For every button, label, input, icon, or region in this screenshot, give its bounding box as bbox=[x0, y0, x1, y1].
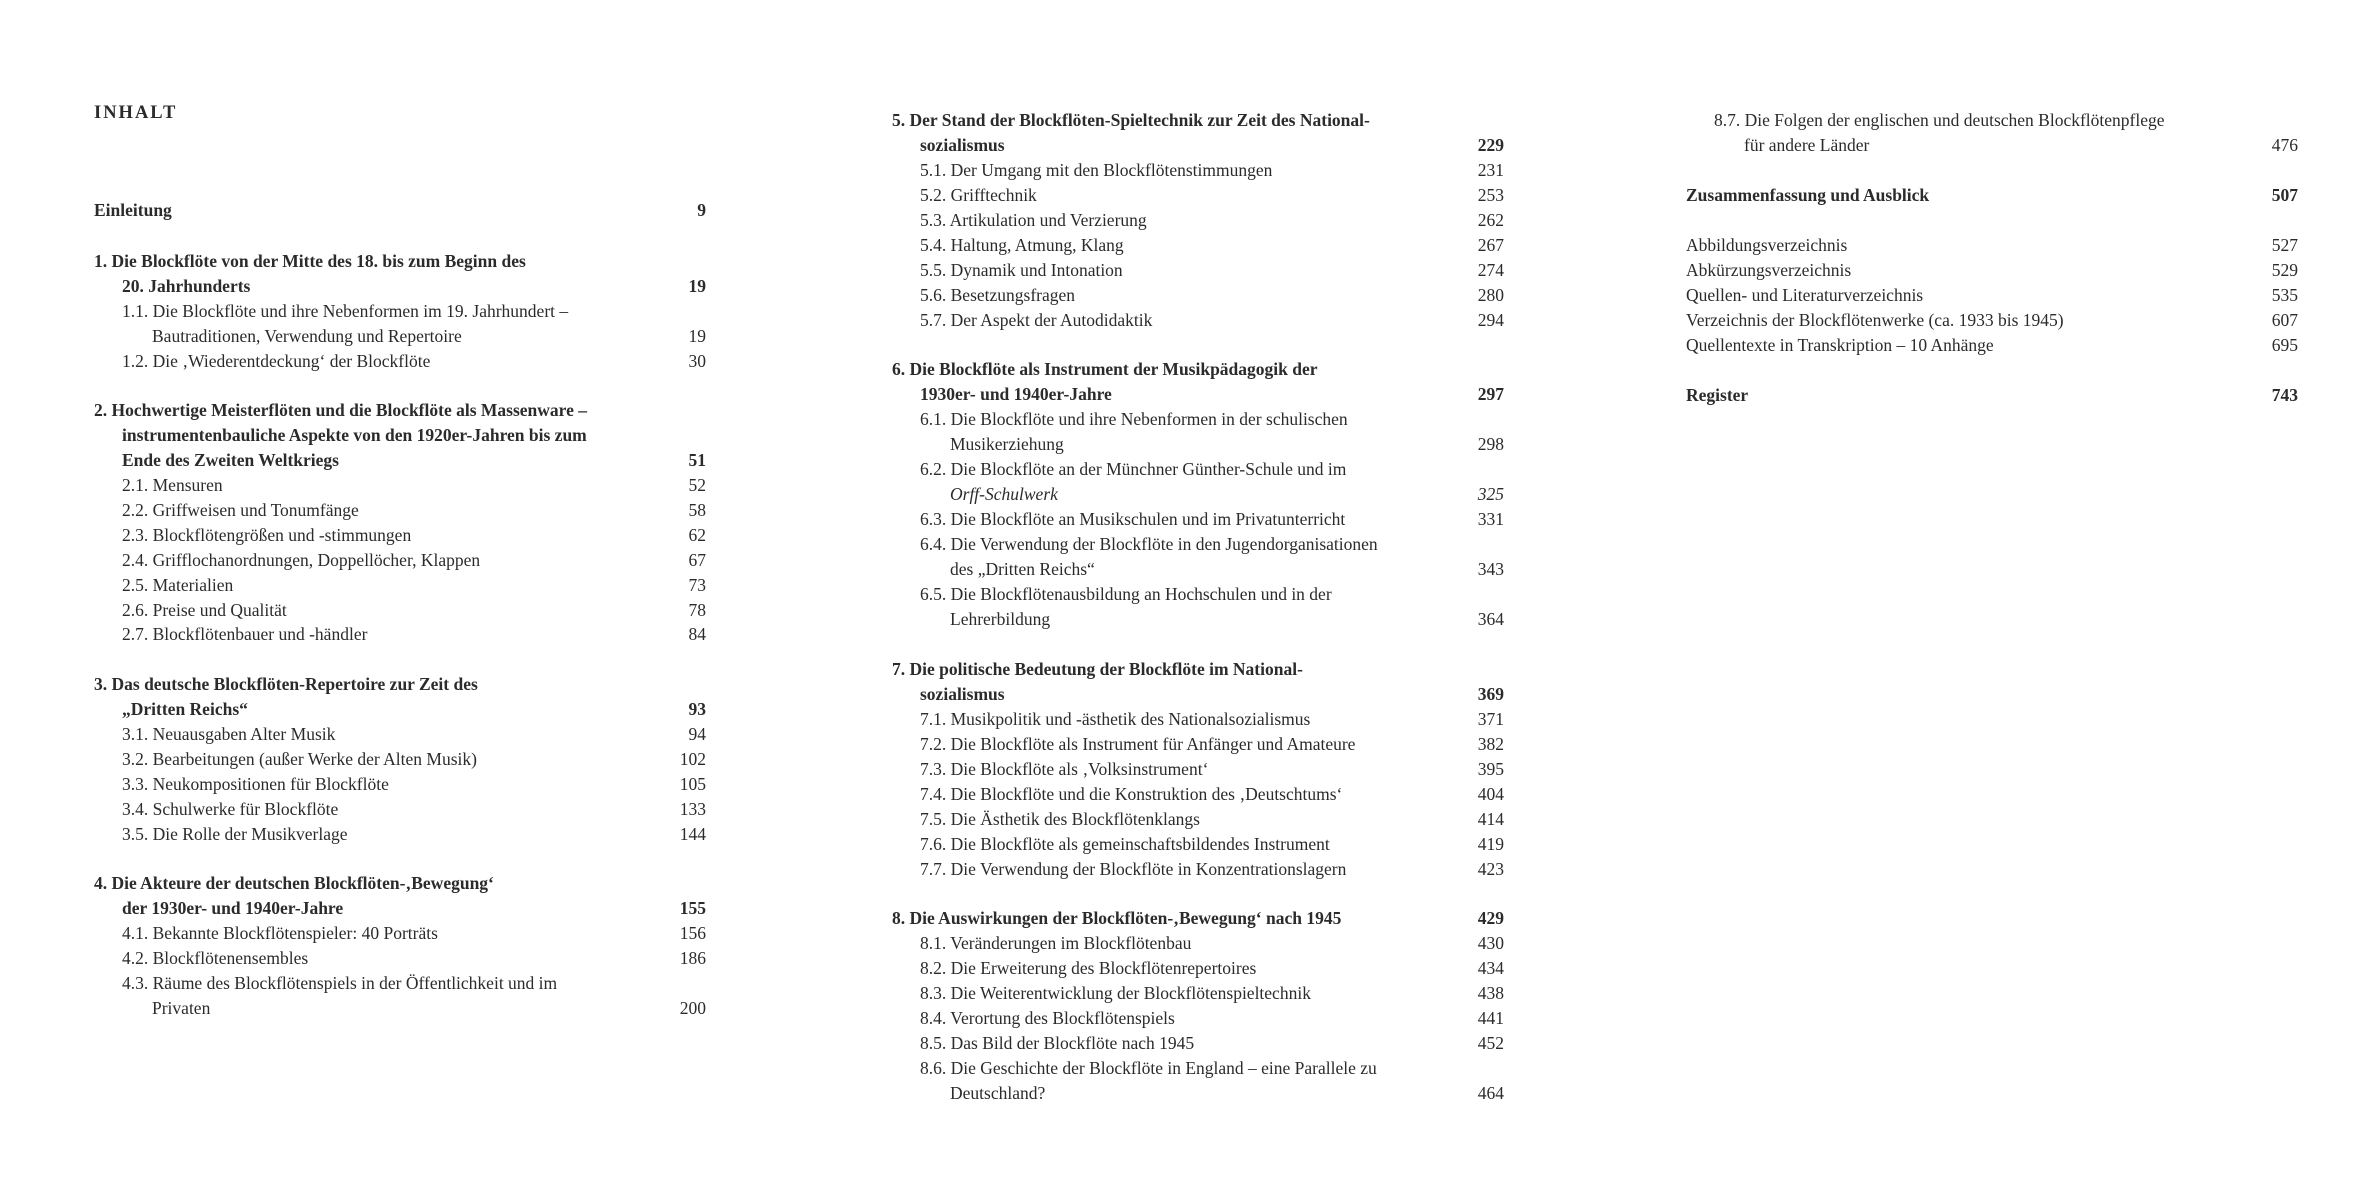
toc-entry-title: 8. Die Auswirkungen der Blockflöten-‚Bewegung‘ nach 1945 bbox=[892, 908, 1342, 928]
toc-entry-page: 452 bbox=[1477, 1033, 1504, 1053]
toc-entry-page: 94 bbox=[688, 724, 706, 744]
toc-entry-page: 464 bbox=[1477, 1083, 1504, 1103]
toc-entry bbox=[892, 158, 1504, 183]
toc-entry-title: 3. Das deutsche Blockflöten-Repertoire zur Zeit des bbox=[94, 674, 478, 694]
toc-entry-page: 429 bbox=[1477, 908, 1504, 928]
toc-entry-title: 7. Die politische Bedeutung der Blockflöte im National- bbox=[892, 659, 1303, 679]
toc-entry-page: 535 bbox=[2271, 285, 2298, 305]
toc-entry bbox=[892, 657, 1504, 682]
toc-entry-title: Quellen- und Literaturverzeichnis bbox=[1686, 285, 1924, 305]
toc-entry bbox=[1686, 133, 2298, 158]
toc-entry-title: Quellentexte in Transkription – 10 Anhänge bbox=[1686, 335, 1994, 355]
toc-entry bbox=[892, 357, 1504, 382]
toc-entry bbox=[892, 133, 1504, 158]
toc-entry-page: 529 bbox=[2271, 260, 2298, 280]
toc-entry-page: 430 bbox=[1477, 933, 1504, 953]
toc-entry bbox=[892, 308, 1504, 333]
toc-entry-page: 414 bbox=[1477, 809, 1504, 829]
toc-entry-page: 67 bbox=[688, 550, 706, 570]
toc-entry bbox=[892, 732, 1504, 757]
toc-entry-page: 155 bbox=[679, 898, 706, 918]
toc-entry-title: 5.6. Besetzungsfragen bbox=[920, 285, 1076, 305]
toc-entry-title: 3.4. Schulwerke für Blockflöte bbox=[122, 799, 339, 819]
toc-entry-page: 743 bbox=[2271, 385, 2298, 405]
toc-entry-title: 7.2. Die Blockflöte als Instrument für Anfänger und Amateure bbox=[920, 734, 1356, 754]
toc-entry-title: 4. Die Akteure der deutschen Blockflöten-‚Bewegung‘ bbox=[94, 873, 494, 893]
toc-entry-page: 30 bbox=[688, 351, 706, 371]
toc-entry-page: 331 bbox=[1477, 509, 1504, 529]
toc-entry-page: 262 bbox=[1477, 210, 1504, 230]
toc-entry-title: 8.6. Die Geschichte der Blockflöte in England – eine Parallele zu bbox=[920, 1058, 1377, 1078]
toc-entry-page: 423 bbox=[1477, 859, 1504, 879]
toc-entry bbox=[94, 299, 706, 324]
toc-entry bbox=[892, 981, 1504, 1006]
toc-entry bbox=[1686, 258, 2298, 283]
toc-entry bbox=[94, 324, 706, 349]
toc-entry bbox=[892, 906, 1504, 931]
toc-entry bbox=[94, 797, 706, 822]
toc-entry-title: 1. Die Blockflöte von der Mitte des 18. bis zum Beginn des bbox=[94, 251, 526, 271]
toc-entry bbox=[1686, 283, 2298, 308]
toc-entry-title: Zusammenfassung und Ausblick bbox=[1686, 185, 1930, 205]
toc-entry-title: der 1930er- und 1940er-Jahre bbox=[122, 898, 344, 918]
toc-entry-title: Einleitung bbox=[94, 200, 172, 220]
toc-entry-page: 297 bbox=[1477, 384, 1504, 404]
toc-entry bbox=[892, 931, 1504, 956]
toc-entry bbox=[94, 349, 706, 374]
toc-entry bbox=[892, 1081, 1504, 1106]
toc-entry-title: 1930er- und 1940er-Jahre bbox=[920, 384, 1112, 404]
toc-entry bbox=[1686, 233, 2298, 258]
toc-entry bbox=[94, 822, 706, 847]
toc-entry-page: 229 bbox=[1477, 135, 1504, 155]
toc-entry-title: 5.4. Haltung, Atmung, Klang bbox=[920, 235, 1124, 255]
toc-entry-title: Privaten bbox=[152, 998, 211, 1018]
toc-entry-page: 133 bbox=[679, 799, 706, 819]
toc-entry bbox=[892, 432, 1504, 457]
toc-entry-page: 9 bbox=[697, 200, 706, 220]
toc-entry-title: 8.5. Das Bild der Blockflöte nach 1945 bbox=[920, 1033, 1195, 1053]
toc-entry-page: 369 bbox=[1477, 684, 1504, 704]
toc-entry bbox=[94, 896, 706, 921]
toc-entry bbox=[892, 108, 1504, 133]
toc-entry-title: 7.1. Musikpolitik und -ästhetik des Nationalsozialismus bbox=[920, 709, 1311, 729]
toc-entry bbox=[892, 707, 1504, 732]
toc-entry-page: 144 bbox=[679, 824, 706, 844]
toc-entry-page: 438 bbox=[1477, 983, 1504, 1003]
toc-entry bbox=[94, 473, 706, 498]
toc-entry bbox=[94, 946, 706, 971]
toc-entry-title: 2.1. Mensuren bbox=[122, 475, 223, 495]
toc-entry bbox=[892, 857, 1504, 882]
toc-entry-page: 695 bbox=[2271, 335, 2298, 355]
toc-entry-title: 5. Der Stand der Blockflöten-Spieltechnik zur Zeit des National- bbox=[892, 110, 1370, 130]
toc-entry-title: 6.5. Die Blockflötenausbildung an Hochschulen und in der bbox=[920, 584, 1332, 604]
toc-entry-title: 2.6. Preise und Qualität bbox=[122, 600, 287, 620]
toc-entry-title: 2.2. Griffweisen und Tonumfänge bbox=[122, 500, 359, 520]
toc-entry-page: 325 bbox=[1477, 484, 1504, 504]
toc-entry bbox=[94, 398, 706, 423]
toc-entry bbox=[892, 532, 1504, 557]
toc-entry bbox=[892, 782, 1504, 807]
toc-entry bbox=[892, 382, 1504, 407]
toc-entry-page: 267 bbox=[1477, 235, 1504, 255]
toc-entry bbox=[892, 807, 1504, 832]
toc-entry bbox=[892, 956, 1504, 981]
toc-entry bbox=[94, 772, 706, 797]
toc-entry-page: 274 bbox=[1477, 260, 1504, 280]
toc-entry-title: 6.2. Die Blockflöte an der Münchner Günther-Schule und im bbox=[920, 459, 1347, 479]
toc-entry-page: 156 bbox=[679, 923, 706, 943]
toc-entry bbox=[1686, 383, 2298, 408]
toc-entry bbox=[94, 697, 706, 722]
toc-entry-page: 253 bbox=[1477, 185, 1504, 205]
toc-entry-page: 294 bbox=[1477, 310, 1504, 330]
toc-entry-page: 73 bbox=[688, 575, 706, 595]
toc-entry bbox=[94, 871, 706, 896]
toc-entry bbox=[892, 1056, 1504, 1081]
toc-entry-title: 7.7. Die Verwendung der Blockflöte in Konzentrationslagern bbox=[920, 859, 1347, 879]
toc-entry bbox=[892, 582, 1504, 607]
toc-entry bbox=[94, 971, 706, 996]
toc-entry-title: 5.2. Grifftechnik bbox=[920, 185, 1037, 205]
toc-entry bbox=[94, 672, 706, 697]
toc-entry-title: 6.1. Die Blockflöte und ihre Nebenformen in der schulischen bbox=[920, 409, 1348, 429]
toc-entry-title: 5.7. Der Aspekt der Autodidaktik bbox=[920, 310, 1153, 330]
toc-entry bbox=[94, 573, 706, 598]
toc-entry-title: 2. Hochwertige Meisterflöten und die Blockflöte als Massenware – bbox=[94, 400, 587, 420]
toc-entry-page: 93 bbox=[688, 699, 706, 719]
toc-entry-page: 404 bbox=[1477, 784, 1504, 804]
toc-entry-title: 3.3. Neukompositionen für Blockflöte bbox=[122, 774, 389, 794]
toc-entry-title: für andere Länder bbox=[1744, 135, 1870, 155]
toc-entry-page: 419 bbox=[1477, 834, 1504, 854]
toc-entry-title: Abkürzungsverzeichnis bbox=[1686, 260, 1852, 280]
toc-entry-title: Abbildungsverzeichnis bbox=[1686, 235, 1848, 255]
toc-entry-page: 52 bbox=[688, 475, 706, 495]
toc-entry bbox=[892, 407, 1504, 432]
toc-entry-title: 8.2. Die Erweiterung des Blockflötenrepertoires bbox=[920, 958, 1257, 978]
toc-entry-title: 8.7. Die Folgen der englischen und deutschen Blockflötenpflege bbox=[1714, 110, 2165, 130]
toc-entry bbox=[94, 722, 706, 747]
toc-entry-title: 2.7. Blockflötenbauer und -händler bbox=[122, 624, 368, 644]
toc-entry-title: Deutschland? bbox=[950, 1083, 1046, 1103]
toc-entry-page: 371 bbox=[1477, 709, 1504, 729]
toc-entry-title: Orff-Schulwerk bbox=[950, 484, 1058, 504]
toc-entry-page: 507 bbox=[2271, 185, 2298, 205]
toc-entry-title: Verzeichnis der Blockflötenwerke (ca. 1933 bis 1945) bbox=[1686, 310, 2064, 330]
toc-entry bbox=[1686, 333, 2298, 358]
toc-entry-page: 343 bbox=[1477, 559, 1504, 579]
toc-entry bbox=[94, 996, 706, 1021]
toc-entry-page: 78 bbox=[688, 600, 706, 620]
toc-entry-page: 395 bbox=[1477, 759, 1504, 779]
toc-entry-title: 8.1. Veränderungen im Blockflötenbau bbox=[920, 933, 1192, 953]
toc-entry-title: 2.3. Blockflötengrößen und -stimmungen bbox=[122, 525, 412, 545]
toc-entry-title: 5.5. Dynamik und Intonation bbox=[920, 260, 1123, 280]
toc-entry-page: 231 bbox=[1477, 160, 1504, 180]
toc-entry bbox=[892, 1006, 1504, 1031]
toc-entry-title: 7.5. Die Ästhetik des Blockflötenklangs bbox=[920, 809, 1200, 829]
toc-entry bbox=[892, 457, 1504, 482]
toc-entry bbox=[892, 607, 1504, 632]
toc-entry-page: 102 bbox=[679, 749, 706, 769]
toc-entry-title: 7.3. Die Blockflöte als ‚Volksinstrument‘ bbox=[920, 759, 1209, 779]
toc-entry-page: 62 bbox=[688, 525, 706, 545]
toc-entry bbox=[892, 507, 1504, 532]
toc-entry-title: 1.1. Die Blockflöte und ihre Nebenformen im 19. Jahrhundert – bbox=[122, 301, 569, 321]
toc-entry-title: 5.3. Artikulation und Verzierung bbox=[920, 210, 1147, 230]
toc-entry bbox=[892, 183, 1504, 208]
toc-entry-title: Lehrerbildung bbox=[950, 609, 1051, 629]
toc-entry-page: 84 bbox=[688, 624, 706, 644]
toc-entry bbox=[892, 482, 1504, 507]
toc-entry-page: 51 bbox=[688, 450, 706, 470]
toc-entry-page: 441 bbox=[1477, 1008, 1504, 1028]
toc-entry-title: 3.2. Bearbeitungen (außer Werke der Alten Musik) bbox=[122, 749, 477, 769]
toc-entry-page: 527 bbox=[2271, 235, 2298, 255]
toc-entry-title: Register bbox=[1686, 385, 1749, 405]
toc-entry bbox=[892, 258, 1504, 283]
toc-entry bbox=[94, 598, 706, 623]
toc-entry-page: 280 bbox=[1477, 285, 1504, 305]
toc-entry-page: 19 bbox=[688, 326, 706, 346]
toc-entry bbox=[94, 921, 706, 946]
toc-entry-page: 382 bbox=[1477, 734, 1504, 754]
toc-entry bbox=[94, 198, 706, 223]
toc-entry-title: 6.3. Die Blockflöte an Musikschulen und im Privatunterricht bbox=[920, 509, 1346, 529]
toc-entry bbox=[94, 622, 706, 647]
toc-entry-title: 20. Jahrhunderts bbox=[122, 276, 251, 296]
toc-entry bbox=[94, 548, 706, 573]
toc-entry-title: 6.4. Die Verwendung der Blockflöte in den Jugendorganisationen bbox=[920, 534, 1378, 554]
toc-entry-page: 298 bbox=[1477, 434, 1504, 454]
toc-entry-page: 434 bbox=[1477, 958, 1504, 978]
toc-entry-title: 8.4. Verortung des Blockflötenspiels bbox=[920, 1008, 1175, 1028]
toc-entry bbox=[94, 498, 706, 523]
toc-entry bbox=[892, 682, 1504, 707]
toc-entry-title: 3.5. Die Rolle der Musikverlage bbox=[122, 824, 348, 844]
toc-entry-title: Musikerziehung bbox=[950, 434, 1064, 454]
toc-entry bbox=[94, 274, 706, 299]
toc-entry bbox=[892, 557, 1504, 582]
toc-entry-title: 7.4. Die Blockflöte und die Konstruktion des ‚Deutschtums‘ bbox=[920, 784, 1343, 804]
toc-entry-page: 186 bbox=[679, 948, 706, 968]
toc-entry-title: 4.2. Blockflötenensembles bbox=[122, 948, 309, 968]
toc-entry bbox=[892, 1031, 1504, 1056]
toc-entry-page: 607 bbox=[2271, 310, 2298, 330]
toc-entry bbox=[1686, 183, 2298, 208]
toc-entry-page: 19 bbox=[688, 276, 706, 296]
toc-entry-title: 1.2. Die ‚Wiederentdeckung‘ der Blockflöte bbox=[122, 351, 431, 371]
toc-entry bbox=[1686, 308, 2298, 333]
toc-entry-page: 364 bbox=[1477, 609, 1504, 629]
toc-entry-page: 200 bbox=[679, 998, 706, 1018]
toc-entry-title: instrumentenbauliche Aspekte von den 1920er-Jahren bis zum bbox=[122, 425, 587, 445]
toc-entry bbox=[94, 523, 706, 548]
toc-entry bbox=[94, 423, 706, 448]
toc-entry-title: 6. Die Blockflöte als Instrument der Musikpädagogik der bbox=[892, 359, 1318, 379]
toc-entry-title: Ende des Zweiten Weltkriegs bbox=[122, 450, 339, 470]
toc-entry bbox=[892, 283, 1504, 308]
toc-entry-title: 4.1. Bekannte Blockflötenspieler: 40 Porträts bbox=[122, 923, 438, 943]
toc-entry bbox=[892, 757, 1504, 782]
toc-entry-page: 105 bbox=[679, 774, 706, 794]
toc-entry bbox=[94, 249, 706, 274]
toc-entry bbox=[892, 832, 1504, 857]
toc-entry-title: Bautraditionen, Verwendung und Repertoire bbox=[152, 326, 462, 346]
toc-entry-title: 7.6. Die Blockflöte als gemeinschaftsbildendes Instrument bbox=[920, 834, 1330, 854]
toc-entry bbox=[1686, 108, 2298, 133]
toc-entry-page: 58 bbox=[688, 500, 706, 520]
toc-entry-page: 476 bbox=[2271, 135, 2298, 155]
toc-entry-title: 5.1. Der Umgang mit den Blockflötenstimmungen bbox=[920, 160, 1273, 180]
toc-entry bbox=[892, 208, 1504, 233]
toc-entry-title: 2.5. Materialien bbox=[122, 575, 234, 595]
toc-entry-title: sozialismus bbox=[920, 135, 1005, 155]
toc-entry-title: 3.1. Neuausgaben Alter Musik bbox=[122, 724, 336, 744]
toc-entry-title: 4.3. Räume des Blockflötenspiels in der Öffentlichkeit und im bbox=[122, 973, 558, 993]
toc-entry-title: „Dritten Reichs“ bbox=[122, 699, 248, 719]
toc-entry-title: 8.3. Die Weiterentwicklung der Blockflötenspieltechnik bbox=[920, 983, 1311, 1003]
toc-entry bbox=[94, 747, 706, 772]
toc-entry-title: 2.4. Grifflochanordnungen, Doppellöcher, Klappen bbox=[122, 550, 481, 570]
toc-heading: INHALT bbox=[94, 103, 178, 123]
toc-entry-title: des „Dritten Reichs“ bbox=[950, 559, 1095, 579]
toc-entry-title: sozialismus bbox=[920, 684, 1005, 704]
toc-entry bbox=[892, 233, 1504, 258]
toc-entry bbox=[94, 448, 706, 473]
